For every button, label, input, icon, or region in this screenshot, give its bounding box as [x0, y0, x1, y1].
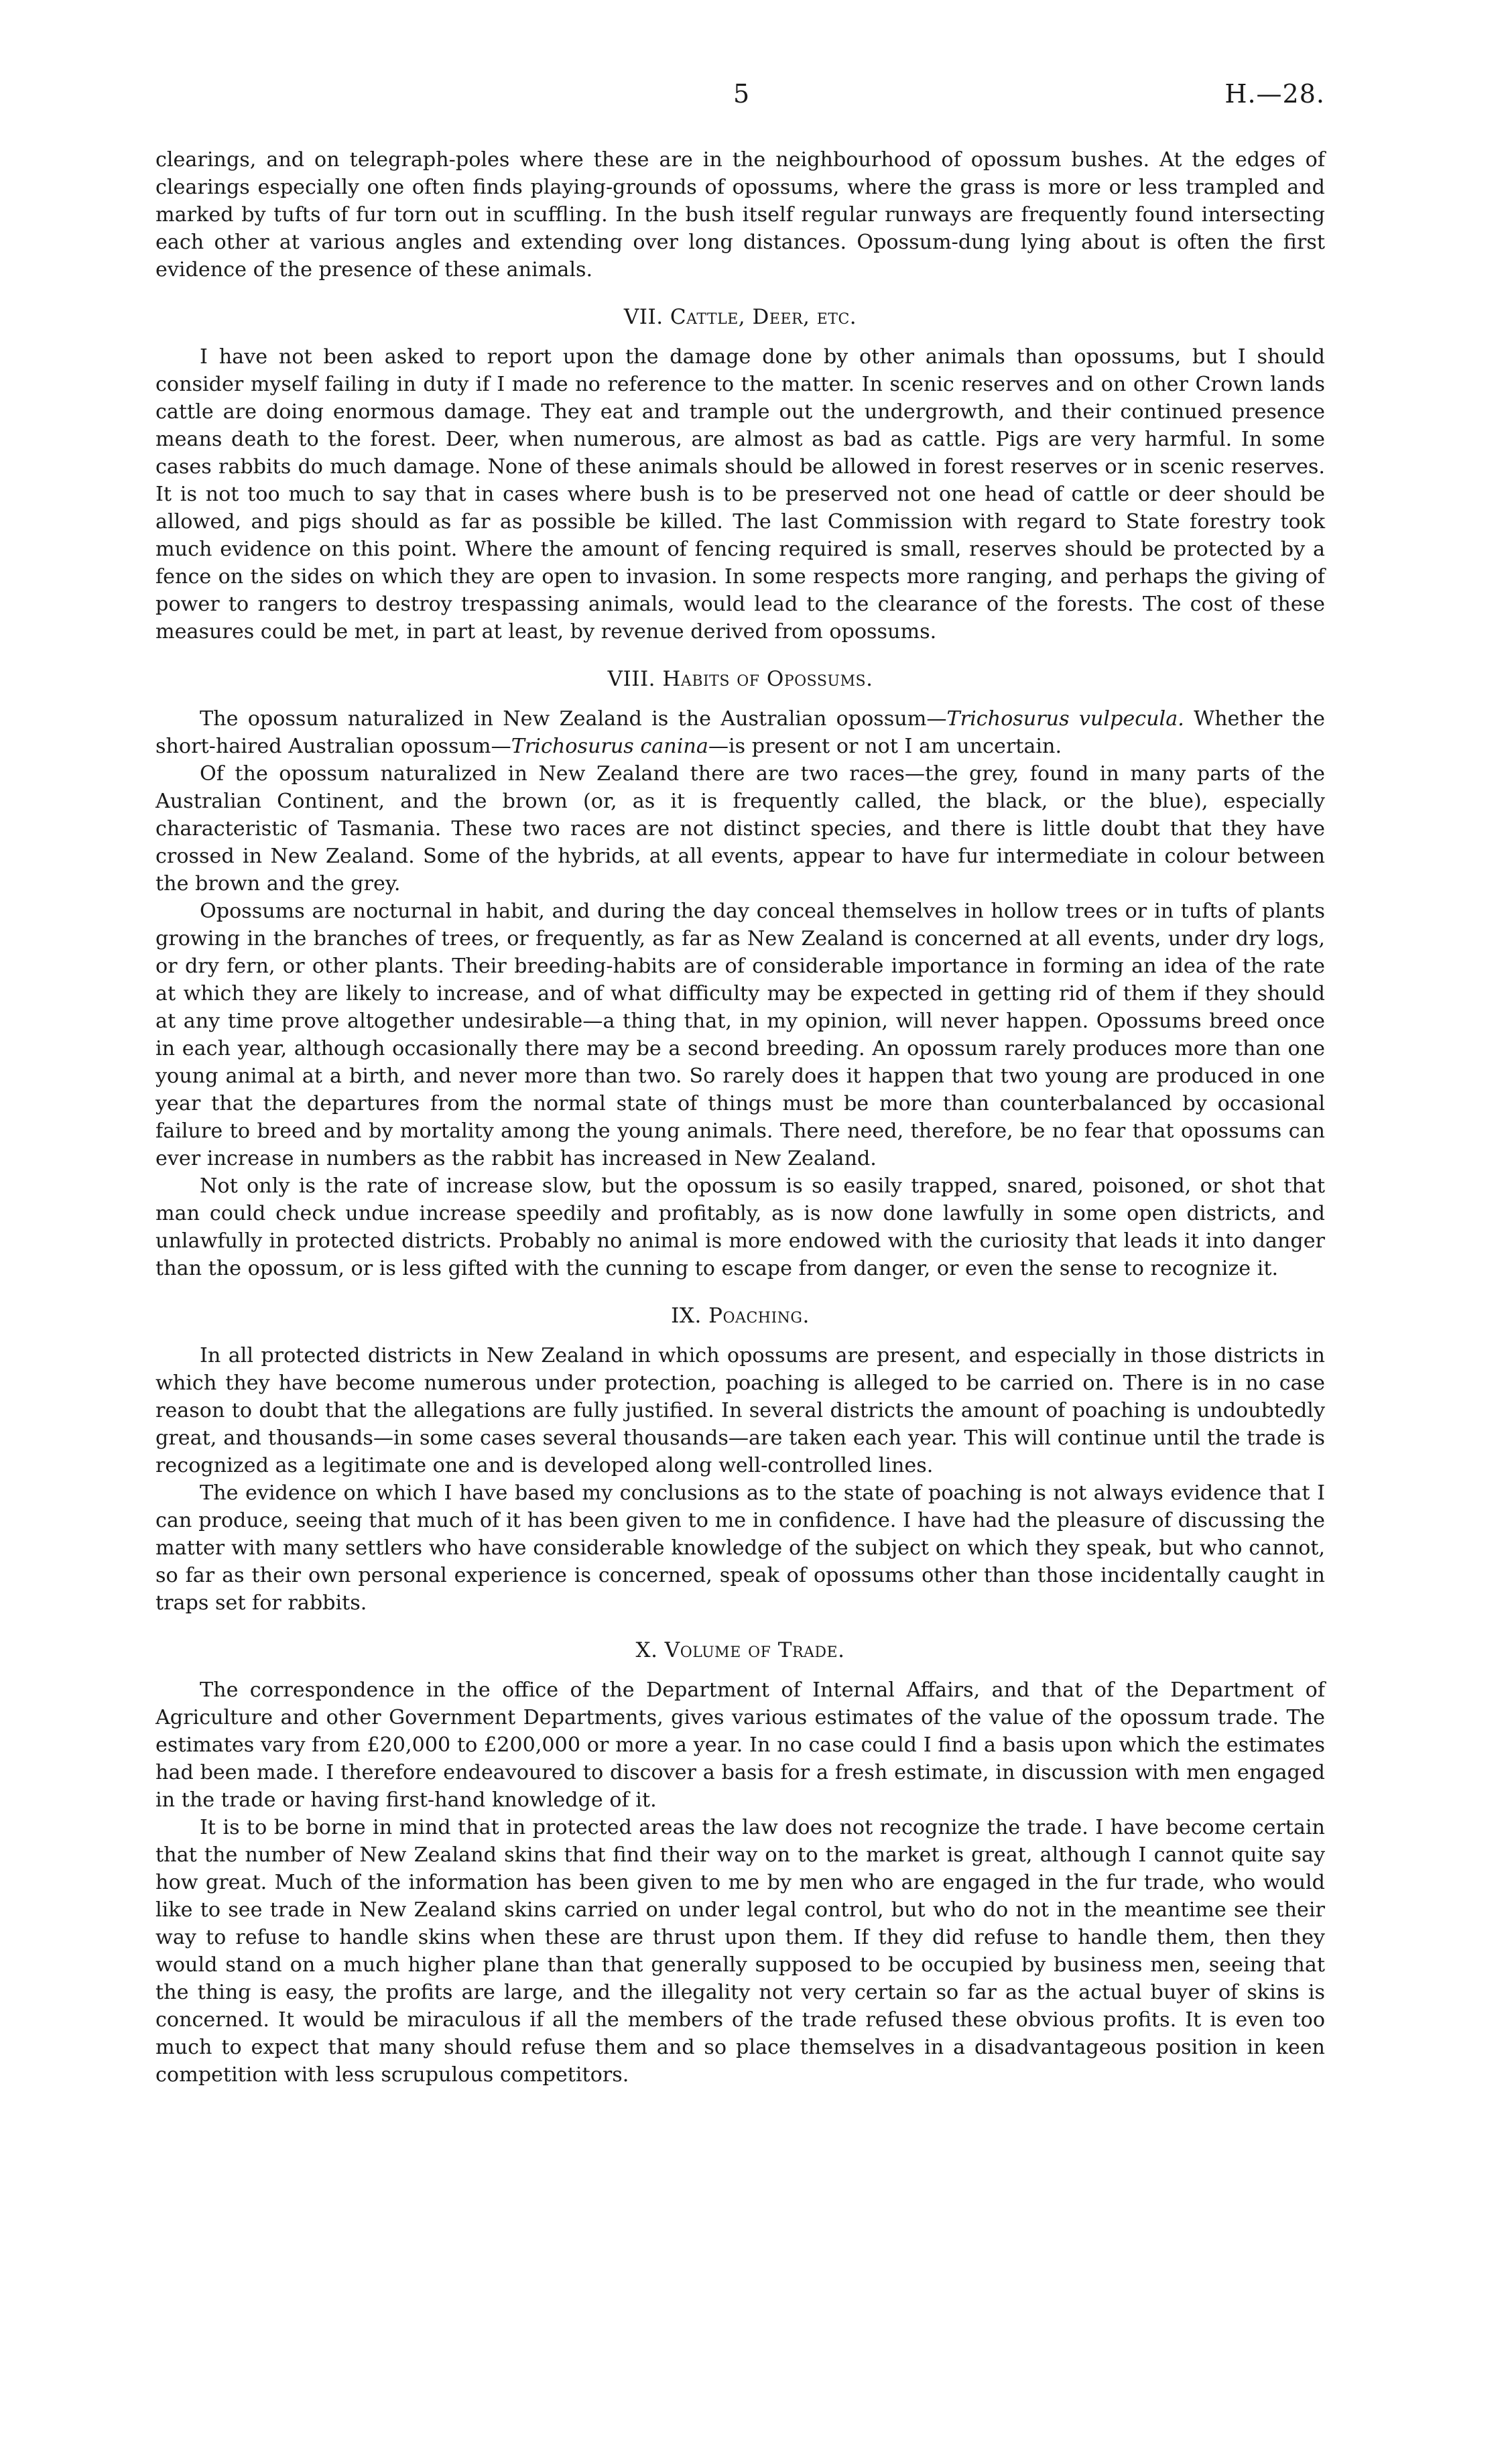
section-ix-paragraph-1: In all protected districts in New Zealand in which opossums are present, and especially in those districts in which they have become numerous under protection, poaching is alleged to be carried on. There is in no case reason to doubt that the allegations are fully justified. In several districts the amount of poaching is undoubtedly great, and thousands—in some cases several thousands—are taken each year. This will continue until the trade is recognized as a legitimate one and is developed along well-controlled lines. [155, 1344, 1325, 1477]
text-run: The opossum naturalized in New Zealand is the Australian opossum— [200, 707, 947, 731]
document-reference: H.—28. [1224, 79, 1325, 109]
section-viii-paragraph-4: Not only is the rate of increase slow, but the opossum is so easily trapped, snared, poisoned, or shot that man could check undue increase speedily and profitably, as is now done lawfully in some open districts, and unlawfully in protected districts. Probably no animal is more endowed with the curiosity that leads it into danger than the opossum, or is less gifted with the cunning to escape from danger, or even the sense to recognize it. [155, 1174, 1325, 1280]
page-header [155, 79, 1325, 113]
section-x-paragraph-2: It is to be borne in mind that in protected areas the law does not recognize the trade. I have become certain that the number of New Zealand skins that find their way on to the market is great, although I cannot quite say how great. Much of the information has been given to me by men who are engaged in the fur trade, who would like to see trade in New Zealand skins carried on under legal control, but who do not in the meantime see their way to refuse to handle skins when these are thrust upon them. If they did refuse to handle them, then they would stand on a much higher plane than that generally supposed to be occupied by business men, seeing that the thing is easy, the profits are large, and the illegality not very certain so far as the actual buyer of skins is concerned. It would be miraculous if all the members of the trade refused these obvious profits. It is even too much to expect that many should refuse them and so place themselves in a disadvantageous position in keen competition with less scrupulous competitors. [155, 1816, 1325, 2087]
section-x-paragraph-1: The correspondence in the office of the Department of Internal Affairs, and that of the Department of Agriculture and other Government Departments, gives various estimates of the value of the opossum trade. The estimates vary from £20,000 to £200,000 or more a year. In no case could I find a basis upon which the estimates had been made. I therefore endeavoured to discover a basis for a fresh estimate, in discussion with men engaged in the trade or having first-hand knowledge of it. [155, 1678, 1325, 1812]
section-vii-paragraph: I have not been asked to report upon the damage done by other animals than opossums, but I should consider myself failing in duty if I made no reference to the matter. In scenic reserves and on other Crown lands cattle are doing enormous damage. They eat and trample out the undergrowth, and their continued presence means death to the forest. Deer, when numerous, are almost as bad as cattle. Pigs are very harmful. In some cases rabbits do much damage. None of these animals should be allowed in forest reserves or in scenic reserves. It is not too much to say that in cases where bush is to be preserved not one head of cattle or deer should be allowed, and pigs should as far as possible be killed. The last Commission with regard to State forestry took much evidence on this point. Where the amount of fencing required is small, reserves should be protected by a fence on the sides on which they are open to invasion. In some respects more ranging, and perhaps the giving of power to rangers to destroy trespassing animals, would lead to the clearance of the forests. The cost of these measures could be met, in part at least, by revenue derived from opossums. [155, 345, 1325, 643]
section-viii-paragraph-2: Of the opossum naturalized in New Zealand there are two races—the grey, found in many parts of the Australian Continent, and the brown (or, as it is frequently called, the black, or the blue), especially characteristic of Tasmania. These two races are not distinct species, and there is little doubt that they have crossed in New Zealand. Some of the hybrids, at all events, appear to have fur intermediate in colour between the brown and the grey. [155, 762, 1325, 896]
section-viii-paragraph-3: Opossums are nocturnal in habit, and during the day conceal themselves in hollow trees or in tufts of plants growing in the branches of trees, or frequently, as far as New Zealand is concerned at all events, under dry logs, or dry fern, or other plants. Their breeding-habits are of considerable importance in forming an idea of the rate at which they are likely to increase, and of what difficulty may be expected in getting rid of them if they should at any time prove altogether undesirable—a thing that, in my opinion, will never happen. Opossums breed once in each year, although occasionally there may be a second breeding. An opossum rarely produces more than one young animal at a birth, and never more than two. So rarely does it happen that two young are produced in one year that the departures from the normal state of things must be more than counterbalanced by occasional failure to breed and by mortality among the young animals. There need, therefore, be no fear that opossums can ever increase in numbers as the rabbit has increased in New Zealand. [155, 900, 1325, 1170]
page-number: 5 [733, 79, 750, 109]
section-viii-paragraph-1 [155, 705, 1325, 760]
document-body [155, 146, 1325, 2089]
scientific-name: Trichosurus canina [511, 735, 708, 758]
text-run: —is present or not I am uncertain. [708, 735, 1062, 758]
scientific-name: Trichosurus vulpecula. [946, 707, 1184, 731]
text-run: Whether the short-haired Australian opossum— [155, 707, 1325, 758]
section-heading-vii: VII. Cattle, Deer, etc. [623, 305, 857, 329]
section-ix-paragraph-2: The evidence on which I have based my conclusions as to the state of poaching is not always evidence that I can produce, seeing that much of it has been given to me in confidence. I have had the pleasure of discussing the matter with many settlers who have considerable knowledge of the subject on which they speak, but who cannot, so far as their own personal experience is concerned, speak of opossums other than those incidentally caught in traps set for rabbits. [155, 1481, 1325, 1615]
section-heading-x: X. Volume of Trade. [635, 1638, 845, 1662]
section-heading-ix: IX. Poaching. [671, 1304, 810, 1328]
intro-paragraph: clearings, and on telegraph-poles where these are in the neighbourhood of opossum bushes. At the edges of clearings especially one often finds playing-grounds of opossums, where the grass is more or less trampled and marked by tufts of fur torn out in scuffling. In the bush itself regular runways are frequently found intersecting each other at various angles and extending over long distances. Opossum-dung lying about is often the first evidence of the presence of these animals. [155, 148, 1325, 282]
section-heading-viii: VIII. Habits of Opossums. [607, 667, 873, 691]
